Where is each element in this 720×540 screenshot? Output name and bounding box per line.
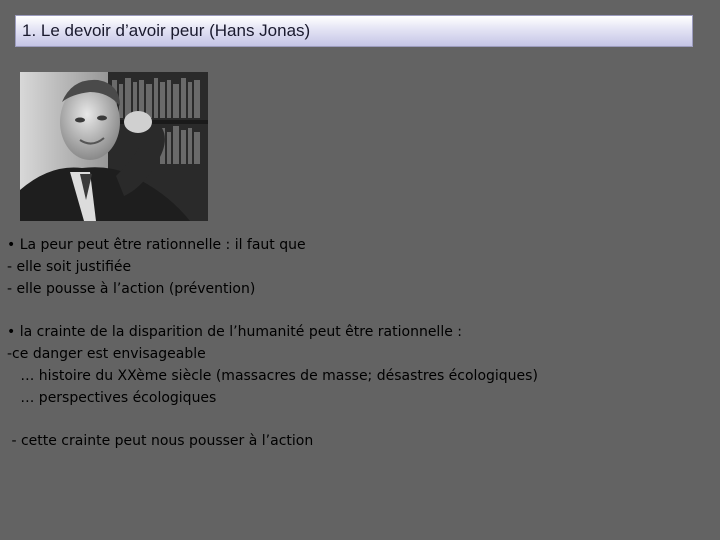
portrait-photo xyxy=(20,72,208,221)
slide-title: 1. Le devoir d’avoir peur (Hans Jonas) xyxy=(22,21,311,40)
bullet1-line1: • La peur peut être rationnelle : il faut que xyxy=(7,237,306,253)
spacer xyxy=(7,300,707,321)
title-bar xyxy=(15,15,693,47)
spacer xyxy=(7,409,707,430)
bullet1-line3: - elle pousse à l’action (prévention) xyxy=(7,281,256,297)
bullet2-line2: -ce danger est envisageable xyxy=(7,346,206,362)
bullet2-line1: • la crainte de la disparition de l’humanité peut être rationnelle : xyxy=(7,324,462,340)
portrait-photo-image xyxy=(20,72,208,221)
bullet2-line4: … perspectives écologiques xyxy=(7,390,217,406)
bullet1-line2: - elle soit justifiée xyxy=(7,259,132,275)
bullet2-line3: … histoire du XXème siècle (massacres de masse; désastres écologiques) xyxy=(7,368,538,384)
bullet3-line1: - cette crainte peut nous pousser à l’action xyxy=(7,433,314,449)
slide-body xyxy=(7,234,707,452)
